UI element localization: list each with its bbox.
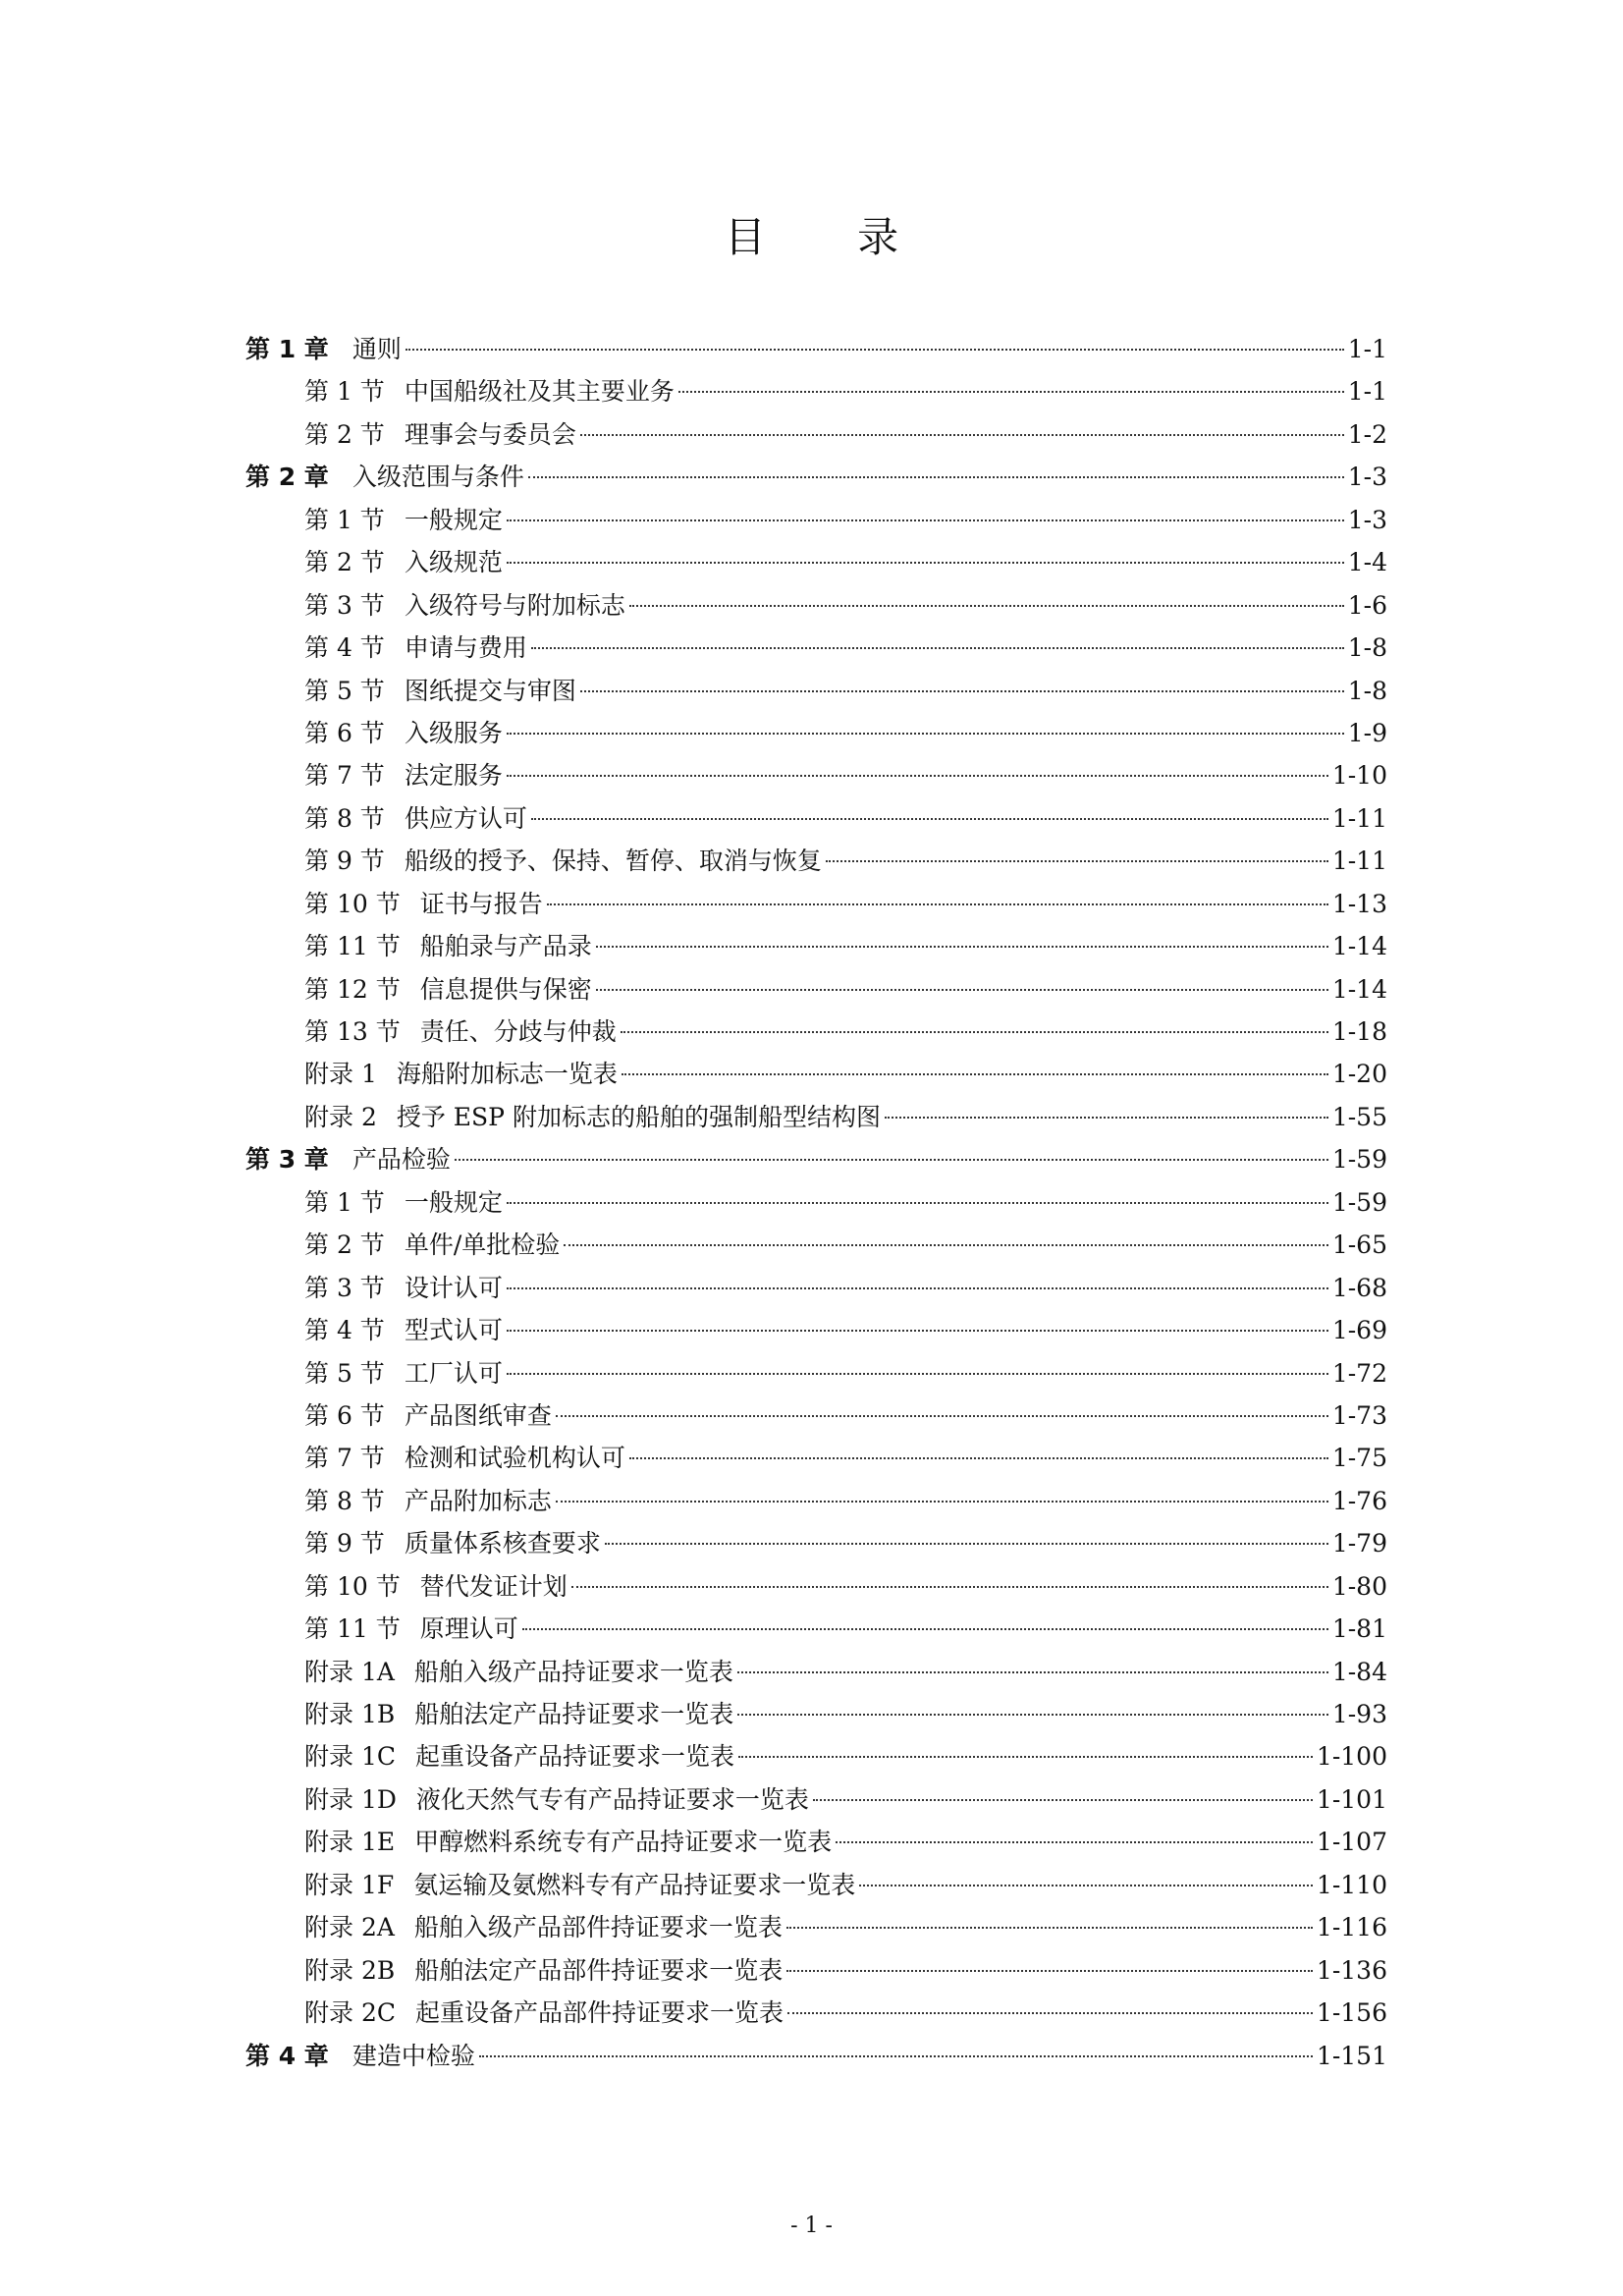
page-title: 目 录: [724, 213, 939, 261]
toc-section-entry[interactable]: [245, 670, 1387, 712]
toc-entry-page: 1-116: [1316, 1913, 1387, 1942]
toc-entry-page: 1-136: [1316, 1955, 1387, 1985]
toc-dot-leader: [528, 476, 1344, 478]
toc-section-entry[interactable]: [245, 1181, 1387, 1224]
toc-section-entry[interactable]: [245, 1267, 1387, 1309]
toc-entry-page: 1-107: [1316, 1828, 1387, 1857]
toc-entry-page: 1-59: [1331, 1187, 1387, 1217]
toc-dot-leader: [580, 690, 1344, 692]
toc-section-entry[interactable]: [245, 1651, 1387, 1693]
toc-dot-leader: [507, 733, 1344, 735]
toc-dot-leader: [826, 860, 1328, 862]
toc-dot-leader: [556, 1415, 1328, 1417]
toc-entry-title: 船舶录与产品录: [419, 932, 592, 961]
toc-dot-leader: [406, 349, 1344, 351]
toc-entry-label: 第 10 节: [304, 889, 401, 918]
toc-section-entry[interactable]: [245, 1011, 1387, 1053]
toc-dot-leader: [507, 1373, 1328, 1375]
toc-entry-label: 第 7 节: [304, 1444, 385, 1473]
toc-entry-title: 海船附加标志一览表: [396, 1060, 618, 1089]
toc-entry-page: 1-81: [1331, 1614, 1387, 1644]
toc-entry-title: 产品附加标志: [404, 1486, 552, 1515]
toc-entry-label: 第 9 节: [304, 847, 385, 876]
toc-entry-page: 1-69: [1331, 1316, 1387, 1345]
toc-entry-label: 第 1 章: [245, 335, 329, 363]
toc-section-entry[interactable]: [245, 370, 1387, 412]
toc-dot-leader: [547, 903, 1328, 905]
toc-entry-title: 氨运输及氨燃料专有产品持证要求一览表: [413, 1870, 856, 1899]
toc-entry-page: 1-76: [1331, 1486, 1387, 1515]
toc-entry-title: 产品图纸审查: [404, 1400, 552, 1430]
toc-entry-label: 附录 1A: [304, 1657, 395, 1686]
toc-entry-title: 证书与报告: [419, 889, 543, 918]
toc-entry-label: 第 4 章: [245, 2041, 329, 2070]
toc-section-entry[interactable]: [245, 1437, 1387, 1479]
toc-entry-page: 1-72: [1331, 1358, 1387, 1388]
toc-entry-title: 授予 ESP 附加标志的船舶的强制船型结构图: [396, 1102, 881, 1131]
toc-section-entry[interactable]: [245, 754, 1387, 796]
toc-entry-label: 附录 1D: [304, 1784, 397, 1814]
toc-entry-page: 1-80: [1331, 1571, 1387, 1601]
toc-entry-page: 1-8: [1347, 676, 1387, 705]
toc-section-entry[interactable]: [245, 1224, 1387, 1266]
toc-entry-page: 1-14: [1331, 932, 1387, 961]
toc-entry-title: 图纸提交与审图: [404, 676, 576, 705]
toc-entry-page: 1-8: [1347, 633, 1387, 663]
toc-entry-label: 第 2 节: [304, 548, 385, 577]
toc-entry-page: 1-93: [1331, 1700, 1387, 1728]
toc-section-entry[interactable]: [245, 413, 1387, 456]
toc-entry-label: 第 6 节: [304, 718, 385, 747]
toc-dot-leader: [787, 2012, 1313, 2014]
toc-entry-page: 1-100: [1316, 1742, 1387, 1772]
toc-entry-label: 附录 2: [304, 1102, 377, 1131]
toc-section-entry[interactable]: [245, 541, 1387, 583]
toc-entry-title: 起重设备产品持证要求一览表: [414, 1742, 734, 1772]
toc-entry-title: 入级规范: [404, 548, 503, 577]
toc-entry-label: 第 2 节: [304, 1230, 385, 1260]
toc-section-entry[interactable]: [245, 1864, 1387, 1906]
toc-entry-title: 船舶法定产品部件持证要求一览表: [414, 1955, 784, 1985]
toc-entry-label: 第 8 节: [304, 803, 385, 833]
toc-entry-title: 甲醇燃料系统专有产品持证要求一览表: [414, 1828, 833, 1857]
toc-dot-leader: [531, 647, 1344, 649]
toc-entry-page: 1-11: [1331, 847, 1387, 876]
toc-entry-title: 入级服务: [404, 718, 503, 747]
toc-entry-label: 第 12 节: [304, 974, 401, 1004]
toc-entry-page: 1-4: [1347, 548, 1387, 577]
toc-entry-label: 第 1 节: [304, 1187, 385, 1217]
toc-entry-title: 一般规定: [404, 1187, 503, 1217]
toc-entry-label: 附录 1C: [304, 1742, 396, 1772]
toc-section-entry[interactable]: [245, 925, 1387, 967]
toc-entry-label: 第 9 节: [304, 1529, 385, 1558]
toc-section-entry[interactable]: [245, 1480, 1387, 1522]
toc-entry-label: 附录 1: [304, 1060, 377, 1089]
toc-entry-label: 第 3 章: [245, 1145, 329, 1175]
toc-entry-title: 责任、分歧与仲裁: [419, 1017, 617, 1046]
toc-section-entry[interactable]: [245, 797, 1387, 840]
toc-entry-title: 中国船级社及其主要业务: [404, 377, 675, 407]
toc-dot-leader: [737, 1671, 1328, 1673]
toc-dot-leader: [479, 2055, 1313, 2057]
toc-entry-title: 通则: [352, 335, 402, 363]
toc-entry-page: 1-10: [1331, 761, 1387, 791]
toc-entry-label: 第 2 节: [304, 419, 385, 449]
toc-entry-page: 1-84: [1331, 1657, 1387, 1686]
toc-entry-page: 1-65: [1331, 1230, 1387, 1260]
toc-chapter-entry[interactable]: [245, 456, 1387, 498]
toc-entry-title: 船舶入级产品持证要求一览表: [413, 1657, 733, 1686]
toc-section-entry[interactable]: [245, 883, 1387, 925]
toc-entry-label: 附录 1E: [304, 1828, 396, 1857]
toc-entry-page: 1-1: [1347, 335, 1387, 363]
toc-entry-page: 1-75: [1331, 1444, 1387, 1473]
toc-entry-page: 1-3: [1347, 463, 1387, 492]
toc-section-entry[interactable]: [245, 1522, 1387, 1564]
toc-entry-title: 产品检验: [352, 1145, 451, 1175]
toc-entry-page: 1-59: [1331, 1145, 1387, 1175]
toc-section-entry[interactable]: [245, 1949, 1387, 1992]
toc-dot-leader: [678, 391, 1344, 393]
toc-entry-label: 第 4 节: [304, 1316, 385, 1345]
toc-dot-leader: [836, 1841, 1313, 1843]
toc-dot-leader: [737, 1714, 1328, 1716]
toc-entry-title: 替代发证计划: [419, 1571, 568, 1601]
toc-entry-label: 第 7 节: [304, 761, 385, 791]
toc-entry-label: 附录 2A: [304, 1913, 395, 1942]
toc-dot-leader: [622, 1073, 1328, 1075]
toc-entry-page: 1-6: [1347, 590, 1387, 620]
toc-section-entry[interactable]: [245, 1778, 1387, 1821]
toc-entry-title: 原理认可: [419, 1614, 518, 1644]
toc-dot-leader: [507, 1330, 1328, 1332]
toc-entry-title: 型式认可: [404, 1316, 503, 1345]
toc-section-entry[interactable]: [245, 1821, 1387, 1863]
toc-section-entry[interactable]: [245, 1394, 1387, 1437]
toc-section-entry[interactable]: [245, 499, 1387, 541]
toc-entry-label: 第 10 节: [304, 1571, 401, 1601]
toc-entry-title: 法定服务: [404, 761, 503, 791]
toc-entry-title: 船级的授予、保持、暂停、取消与恢复: [404, 847, 822, 876]
toc-dot-leader: [580, 434, 1344, 436]
toc-entry-page: 1-13: [1331, 889, 1387, 918]
toc-section-entry[interactable]: [245, 1565, 1387, 1608]
page-number: - 1 -: [790, 2214, 833, 2238]
toc-entry-label: 附录 2C: [304, 1998, 396, 2028]
toc-entry-label: 附录 1B: [304, 1700, 396, 1728]
toc-section-entry[interactable]: [245, 584, 1387, 627]
toc-entry-title: 设计认可: [404, 1273, 503, 1302]
toc-entry-label: 第 5 节: [304, 676, 385, 705]
toc-dot-leader: [507, 519, 1344, 521]
toc-entry-title: 一般规定: [404, 505, 503, 534]
toc-section-entry[interactable]: [245, 1693, 1387, 1735]
toc-dot-leader: [531, 818, 1328, 820]
toc-dot-leader: [605, 1543, 1328, 1545]
toc-entry-label: 第 4 节: [304, 633, 385, 663]
toc-dot-leader: [507, 1202, 1328, 1204]
toc-entry-title: 信息提供与保密: [419, 974, 592, 1004]
toc-entry-title: 船舶法定产品持证要求一览表: [414, 1700, 734, 1728]
toc-entry-title: 起重设备产品部件持证要求一览表: [414, 1998, 784, 2028]
toc-section-entry[interactable]: [245, 1053, 1387, 1095]
toc-entry-label: 附录 2B: [304, 1955, 396, 1985]
toc-dot-leader: [556, 1501, 1328, 1503]
toc-entry-label: 第 3 节: [304, 1273, 385, 1302]
toc-entry-title: 船舶入级产品部件持证要求一览表: [413, 1913, 783, 1942]
toc-section-entry[interactable]: [245, 968, 1387, 1011]
toc-entry-page: 1-11: [1331, 803, 1387, 833]
toc-entry-label: 附录 1F: [304, 1870, 395, 1899]
toc-entry-page: 1-79: [1331, 1529, 1387, 1558]
toc-entry-label: 第 8 节: [304, 1486, 385, 1515]
toc-dot-leader: [571, 1586, 1328, 1588]
toc-entry-page: 1-3: [1347, 505, 1387, 534]
toc-entry-page: 1-1: [1347, 377, 1387, 407]
toc-dot-leader: [455, 1159, 1328, 1161]
toc-entry-title: 质量体系核查要求: [404, 1529, 601, 1558]
toc-entry-label: 第 11 节: [304, 932, 401, 961]
toc-entry-label: 第 3 节: [304, 590, 385, 620]
toc-section-entry[interactable]: [245, 1352, 1387, 1394]
table-of-contents: [245, 328, 1387, 2077]
toc-dot-leader: [507, 562, 1344, 564]
toc-entry-page: 1-18: [1331, 1017, 1387, 1046]
toc-dot-leader: [859, 1885, 1313, 1886]
toc-entry-label: 第 6 节: [304, 1400, 385, 1430]
toc-dot-leader: [596, 989, 1328, 991]
toc-section-entry[interactable]: [245, 1735, 1387, 1777]
toc-section-entry[interactable]: [245, 840, 1387, 882]
toc-dot-leader: [629, 605, 1344, 607]
toc-section-entry[interactable]: [245, 1096, 1387, 1138]
toc-entry-title: 单件/单批检验: [404, 1230, 561, 1260]
toc-chapter-entry[interactable]: [245, 1138, 1387, 1180]
toc-dot-leader: [813, 1799, 1313, 1801]
toc-entry-title: 液化天然气专有产品持证要求一览表: [415, 1784, 809, 1814]
toc-entry-page: 1-151: [1316, 2041, 1387, 2070]
toc-entry-label: 第 1 节: [304, 505, 385, 534]
toc-dot-leader: [507, 1287, 1328, 1289]
toc-section-entry[interactable]: [245, 1309, 1387, 1351]
toc-entry-page: 1-9: [1347, 718, 1387, 747]
toc-entry-title: 检测和试验机构认可: [404, 1444, 625, 1473]
toc-chapter-entry[interactable]: [245, 2035, 1387, 2077]
toc-entry-page: 1-2: [1347, 419, 1387, 449]
toc-entry-page: 1-73: [1331, 1400, 1387, 1430]
toc-entry-page: 1-20: [1331, 1060, 1387, 1089]
toc-dot-leader: [738, 1756, 1313, 1758]
toc-entry-page: 1-156: [1316, 1998, 1387, 2028]
toc-entry-title: 工厂认可: [404, 1358, 503, 1388]
toc-section-entry[interactable]: [245, 1992, 1387, 2034]
toc-section-entry[interactable]: [245, 1906, 1387, 1948]
toc-chapter-entry[interactable]: [245, 328, 1387, 370]
toc-entry-page: 1-101: [1316, 1784, 1387, 1814]
toc-dot-leader: [507, 775, 1328, 777]
toc-dot-leader: [522, 1628, 1328, 1630]
toc-entry-label: 第 5 节: [304, 1358, 385, 1388]
toc-section-entry[interactable]: [245, 712, 1387, 754]
toc-entry-page: 1-68: [1331, 1273, 1387, 1302]
toc-entry-title: 理事会与委员会: [404, 419, 576, 449]
toc-entry-title: 申请与费用: [404, 633, 527, 663]
toc-section-entry[interactable]: [245, 627, 1387, 669]
toc-entry-page: 1-14: [1331, 974, 1387, 1004]
toc-entry-page: 1-110: [1316, 1870, 1387, 1899]
toc-dot-leader: [564, 1244, 1328, 1246]
toc-entry-label: 第 2 章: [245, 463, 329, 492]
toc-dot-leader: [786, 1970, 1313, 1972]
toc-dot-leader: [621, 1031, 1328, 1033]
toc-section-entry[interactable]: [245, 1608, 1387, 1650]
toc-entry-title: 入级符号与附加标志: [404, 590, 625, 620]
toc-entry-title: 入级范围与条件: [352, 463, 524, 492]
toc-dot-leader: [596, 946, 1328, 948]
toc-entry-label: 第 11 节: [304, 1614, 401, 1644]
toc-dot-leader: [786, 1927, 1313, 1929]
toc-dot-leader: [885, 1117, 1328, 1119]
toc-entry-title: 建造中检验: [352, 2041, 475, 2070]
toc-dot-leader: [629, 1457, 1328, 1459]
toc-entry-title: 供应方认可: [404, 803, 527, 833]
toc-entry-label: 第 1 节: [304, 377, 385, 407]
toc-entry-label: 第 13 节: [304, 1017, 401, 1046]
toc-entry-page: 1-55: [1331, 1102, 1387, 1131]
